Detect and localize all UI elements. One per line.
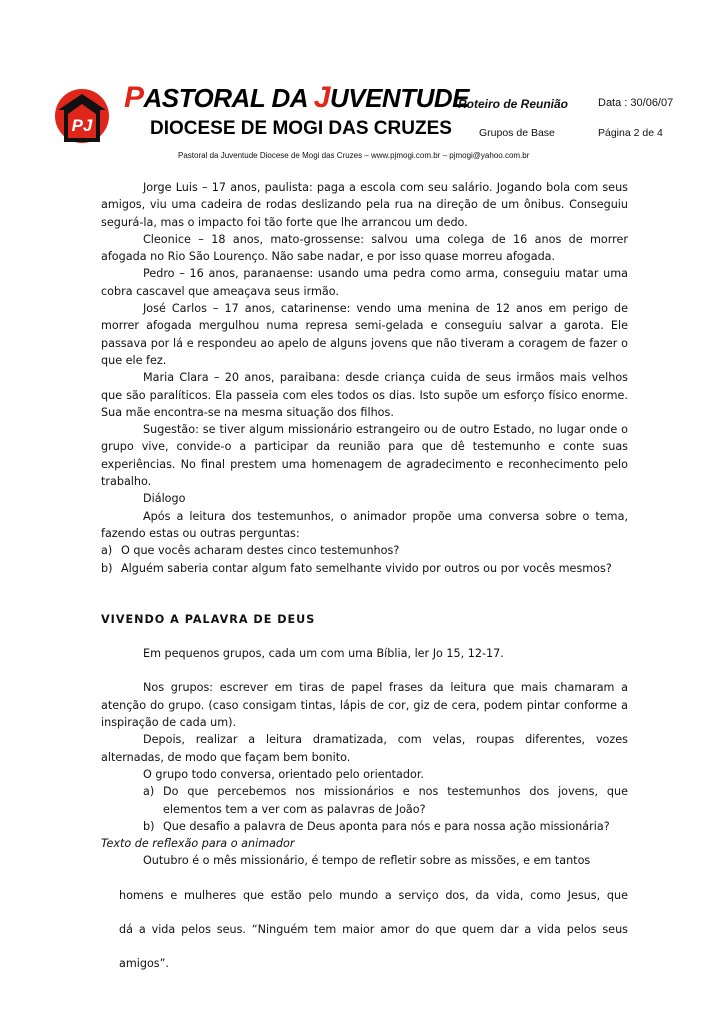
section-heading: VIVENDO A PALAVRA DE DEUS (101, 612, 316, 626)
reflection-body (119, 887, 628, 973)
suggestion-paragraph: Sugestão: se tiver algum missionário estrangeiro ou de outro Estado, no lugar onde o grupo vive, convide-o a participar da reunião para que dê testemunho e conte suas experiências. No final prestem uma homenagem de agradecimento e reconhecimento pelo trabalho. (101, 423, 628, 489)
section-paragraph: O grupo todo conversa, orientado pelo orientador. (143, 767, 424, 781)
list-text: Que desafio a palavra de Deus aponta para nós e para nossa ação missionária? (163, 819, 610, 833)
list-marker: b) (101, 561, 113, 575)
list-marker: b) (143, 819, 155, 833)
testimony-paragraph: Cleonice – 18 anos, mato-grossense: salvou uma colega de 16 anos de morrer afogada no Rio São Lourenço. Não sabe nadar, e por isso quase morreu afogada. (101, 232, 628, 264)
list-text: Do que percebemos nos missionários e nos testemunhos dos jovens, que elementos tem a ver com as palavras de João? (163, 785, 628, 816)
contact-line: Pastoral da Juventude Diocese de Mogi das Cruzes – www.pjmogi.com.br – pjmogi@yahoo.com.br (178, 151, 530, 160)
dialogo-intro: Após a leitura dos testemunhos, o animador propõe uma conversa sobre o tema, fazendo estas ou outras perguntas: (101, 509, 628, 540)
testimony-paragraph: Pedro – 16 anos, paranaense: usando uma pedra como arma, conseguiu matar uma cobra cascavel que ameaçava seus irmão. (101, 267, 628, 298)
org-subtitle: DIOCESE DE MOGI DAS CRUZES (150, 118, 452, 139)
list-item (143, 783, 628, 818)
reflection-line: dá a vida pelos seus. “Ninguém tem maior amor do que quem dar a vida pelos seus (119, 922, 628, 936)
doc-type: Roteiro de Reunião (458, 97, 569, 111)
reflection-line: amigos”. (119, 957, 169, 971)
list-text: Alguém saberia contar algum fato semelhante vivido por outros ou por vocês mesmos? (121, 561, 612, 575)
page-number: Página 2 de 4 (598, 127, 663, 139)
list-item (101, 560, 628, 577)
list-item (101, 542, 628, 559)
testimony-paragraph: Jorge Luis – 17 anos, paulista: paga a escola com seu salário. Jogando bola com seus amigos, viu uma cadeira de rodas deslizando pela rua na direção de um ônibus. Conseguiu segurá-la, mas o impacto foi tão forte que lhe arrancou um dedo. (101, 181, 628, 229)
section-paragraph: Nos grupos: escrever em tiras de papel frases da leitura que mais chamaram a atenção do grupo. (caso consigam tintas, lápis de cor, giz de cera, podem pintar conforme a inspiração de cada um). (101, 681, 628, 730)
list-item (143, 818, 628, 835)
logo-text: PJ (71, 116, 93, 135)
reflection-line: homens e mulheres que estão pelo mundo a serviço dos, da vida, como Jesus, que (119, 888, 628, 902)
list-marker: a) (101, 544, 113, 558)
reflection-title: Texto de reflexão para o animador (101, 837, 295, 851)
pj-logo-icon (50, 80, 114, 150)
section-paragraph: Em pequenos grupos, cada um com uma Bíblia, ler Jo 15, 12-17. (143, 647, 504, 661)
dialogo-label: Diálogo (143, 492, 186, 506)
section-paragraph: Depois, realizar a leitura dramatizada, com velas, roupas diferentes, vozes alternadas, de modo que façam bem bonito. (101, 733, 628, 764)
reflection-first-line: Outubro é o mês missionário, é tempo de refletir sobre as missões, e em tantos (143, 854, 591, 868)
section-question-list (143, 783, 628, 835)
org-title: PASTORAL DA JUVENTUDE (124, 81, 469, 114)
doc-date: Data : 30/06/07 (598, 97, 674, 109)
document-body (101, 179, 628, 990)
list-marker: a) (143, 785, 155, 799)
list-text: O que vocês acharam destes cinco testemunhos? (121, 544, 400, 558)
page-header (0, 0, 728, 175)
testimony-paragraph: José Carlos – 17 anos, catarinense: vendo uma menina de 12 anos em perigo de morrer afogada mergulhou numa represa semi-gelada e conseguiu salvar a garota. Ele passava por lá e respondeu ao apelo de alguns jovens que não tiveram a coragem de fazer o que ele fez. (101, 302, 628, 367)
doc-group: Grupos de Base (479, 127, 555, 139)
testimony-paragraph: Maria Clara – 20 anos, paraibana: desde criança cuida de seus irmãos mais velhos que são paralíticos. Ela passeia com eles todos os dias. Isto supõe um esforço físico enorme. Sua mãe encontra-se na mesma situação dos filhos. (101, 371, 628, 419)
